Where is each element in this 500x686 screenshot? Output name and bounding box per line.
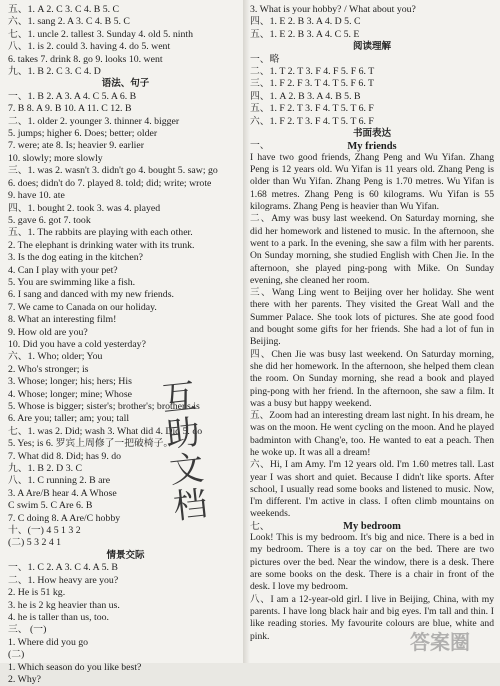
answer-line: 3. he is 2 kg heavier than us. <box>8 599 120 611</box>
answer-line: 3. A Are/B hear 4. A Whose <box>8 487 117 499</box>
answer-line: 五、1. E 2. B 3. A 4. C 5. E <box>250 28 360 40</box>
right-column <box>250 4 494 659</box>
answer-line: 二、1. older 2. younger 3. thinner 4. bigger <box>8 115 180 127</box>
answer-line: 2. He is 51 kg. <box>8 587 66 599</box>
answer-line: 5. Yes; is 6. 罗宾上周修了一把破椅子。 <box>8 438 174 450</box>
writing-paragraphs <box>250 152 494 521</box>
answer-line: 六、1. sang 2. A 3. C 4. B 5. C <box>8 16 130 28</box>
writing-index-7: 七、 <box>250 520 270 532</box>
answer-line: 9. How old are you? <box>8 326 88 338</box>
answer-line: (二) 5 3 2 4 1 <box>8 537 62 549</box>
answer-line: 十、(一) 4 5 1 3 2 <box>8 525 81 537</box>
answer-line: 七、1. was 2. Did; wash 3. What did 4. Did 5. do <box>8 425 203 437</box>
reading-answer-line: 五、1. F 2. T 3. F 4. T 5. T 6. F <box>250 103 374 115</box>
answer-line: 7. were; ate 8. Is; heavier 9. earlier <box>8 140 144 152</box>
answer-line: 4. he is taller than us, too. <box>8 611 109 623</box>
answer-line: 九、1. B 2. D 3. C <box>8 463 83 475</box>
answer-line: 5. jumps; higher 6. Does; better; older <box>8 128 158 140</box>
stamp-char: 文 <box>167 448 206 492</box>
stamp-char: 档 <box>171 483 210 528</box>
writing-paragraph: 五、Zoom had an interesting dream last night. In his dream, he was on the moon. He went cycling on the moon. And he played badminton with Chang'e, too. He wanted to eat a peach. Then he woke up. It was all a dream! <box>250 410 494 458</box>
answer-line: 3. What is your hobby? / What about you? <box>250 4 416 15</box>
answer-line: 5. gave 6. got 7. took <box>8 214 91 226</box>
answer-line: 七、1. uncle 2. tallest 3. Sunday 4. old 5. ninth <box>8 28 194 40</box>
answer-line: C swim 5. C Are 6. B <box>8 500 93 512</box>
answer-line: 10. Did you have a cold yesterday? <box>8 338 146 350</box>
writing-paragraph: I have two good friends, Zhang Peng and Wu Yifan. Zhang Peng is 12 years old. Wu Yifan is 11 years old. Zhang Peng is older than Wu Yifan. Zhang Peng is 1.70 metres. Wu Yifan is 1.68 metres. Zhang Peng is 60 kilograms. Wu Yifan is 55 kilograms. Zhang Peng is heavier than Wu Yifan. <box>250 151 494 213</box>
answer-line: 八、1. C running 2. B are <box>8 475 111 487</box>
answer-line: 7. What did 8. Did; has 9. do <box>8 450 122 462</box>
answer-line: 八、1. is 2. could 3. having 4. do 5. went <box>8 41 171 53</box>
reading-section-title: 阅读理解 <box>352 41 391 53</box>
answer-line: 1. Where did you go <box>8 636 89 648</box>
stamp-char: 助 <box>163 412 202 456</box>
answer-line: 一、1. C 2. A 3. C 4. A 5. B <box>8 562 118 574</box>
answer-line: 2. Who's stronger; is <box>8 363 89 375</box>
reading-answer-line: 六、1. F 2. T 3. F 4. T 5. T 6. F <box>250 115 374 127</box>
writing-paragraph: 三、Wang Ling went to Beijing over her holiday. She went there with her parents. They visited the Great Wall and the Summer Palace. She took lots of pictures. She ate good food and bought some gifts for her friends. She had a lot of fun in Beijing. <box>250 287 494 348</box>
answer-line: 8. What an interesting film! <box>8 314 117 326</box>
answer-line: 7. C doing 8. A Are/C hobby <box>8 512 121 524</box>
last-paragraph: 八、I am a 12-year-old girl. I live in Beijing, China, with my parents. I have long black hair and big eyes. I'm tall and thin. I like reading stories. My favourite colours are blue, white and pink. <box>250 593 494 642</box>
reading-answer-line: 四、1. A 2. B 3. A 4. B 5. B <box>250 90 361 102</box>
answer-line: 3. Is the dog eating in the kitchen? <box>8 252 143 264</box>
section-title: 语法、句子 <box>101 78 150 90</box>
answer-line: 4. Whose; longer; mine; Whose <box>8 388 132 400</box>
reading-answer-line: 一、略 <box>250 53 280 65</box>
answer-line: 6. does; didn't do 7. played 8. told; did; write; wrote <box>8 177 212 189</box>
left-column <box>8 4 243 685</box>
answer-line: 九、1. B 2. C 3. C 4. D <box>8 66 101 78</box>
answer-line: 10. slowly; more slowly <box>8 152 103 164</box>
section-title: 情景交际 <box>106 549 145 561</box>
answer-line: 五、1. The rabbits are playing with each other. <box>8 227 193 239</box>
friends-title: My friends <box>347 140 397 152</box>
writing-paragraph: 六、Hi, I am Amy. I'm 12 years old. I'm 1.60 metres tall. Last year I was short and quiet. Because I didn't like sports. After school, I usually read some books and listened to music. Now, I'm different. I'm active in class. I often climb mountains on weekends. <box>250 459 494 520</box>
answer-line: 4. Can I play with your pet? <box>8 264 118 276</box>
answer-line: 五、1. A 2. C 3. C 4. B 5. C <box>8 4 120 15</box>
answer-line: 5. You are swimming like a fish. <box>8 276 136 288</box>
answer-line: 6. I sang and danced with my new friends. <box>8 289 174 301</box>
answer-line: 2. Why? <box>8 673 42 685</box>
answer-line: 5. Whose is bigger; sister's; brother's; brother's is <box>8 401 200 412</box>
reading-answers <box>250 54 494 128</box>
answer-line: 7. We came to Canada on our holiday. <box>8 301 157 313</box>
reading-answer-line: 三、1. F 2. F 3. T 4. T 5. F 6. T <box>250 78 375 90</box>
bedroom-paragraph: Look! This is my bedroom. It's big and nice. There is a bed in my bedroom. There is a toy car on the bed. There are two pictures over the bed. Near the window, there is a desk. There are some books on the desk. There is a chair in front of the desk. I love my bedroom. <box>250 532 494 593</box>
answer-line: 7. B 8. A 9. B 10. A 11. C 12. B <box>8 103 132 115</box>
answer-line: 9. have 10. ate <box>8 190 65 202</box>
writing-index-1: 一、 <box>250 140 270 152</box>
answer-line: 6. takes 7. drink 8. go 9. looks 10. went <box>8 53 163 65</box>
answer-line: 三、 (一) <box>8 624 47 636</box>
answer-line: 四、1. E 2. B 3. A 4. D 5. C <box>250 16 361 28</box>
answer-line: 一、1. B 2. A 3. A 4. C 5. A 6. B <box>8 90 137 102</box>
answer-line: (二) <box>8 649 25 661</box>
answer-line: 6. Are you; taller; am; you; tall <box>8 413 130 425</box>
page-gutter <box>243 0 250 663</box>
answer-line: 3. Whose; longer; his; hers; His <box>8 376 132 388</box>
answer-line: 1. Which season do you like best? <box>8 661 142 673</box>
right-top-answers <box>250 4 494 41</box>
watermark-logo: 答案圈 <box>410 630 470 654</box>
bedroom-title: My bedroom <box>343 521 401 533</box>
reading-answer-line: 二、1. T 2. T 3. F 4. F 5. F 6. T <box>250 66 375 78</box>
writing-paragraph: 四、Chen Jie was busy last weekend. On Saturday morning, she did her homework. In the afternoon, she helped them clean the room. On Sunday morning, she read a book and played ping-pong with her friend. In the afternoon, she saw a film. It was a busy but happy weekend. <box>250 348 494 409</box>
stamp-char: 互 <box>160 376 199 420</box>
writing-paragraph: 二、Amy was busy last weekend. On Saturday morning, she did her homework and listened to music. In the afternoon, she went to a park. In the evening, she saw a film with her parents. On Sunday morning, she studied English with Chen Jie. In the afternoon, she played ping-pong with Mike. On Sunday evening, she cleaned her room. <box>250 213 494 286</box>
answer-line: 2. The elephant is drinking water with its trunk. <box>8 239 195 251</box>
answer-line: 四、1. bought 2. took 3. was 4. played <box>8 202 161 214</box>
answer-line: 二、1. How heavy are you? <box>8 574 119 586</box>
answer-line: 六、1. Who; older; You <box>8 351 103 363</box>
answer-line: 三、1. was 2. wasn't 3. didn't go 4. bought 5. saw; go <box>8 165 218 177</box>
writing-section-title: 书面表达 <box>352 128 391 140</box>
